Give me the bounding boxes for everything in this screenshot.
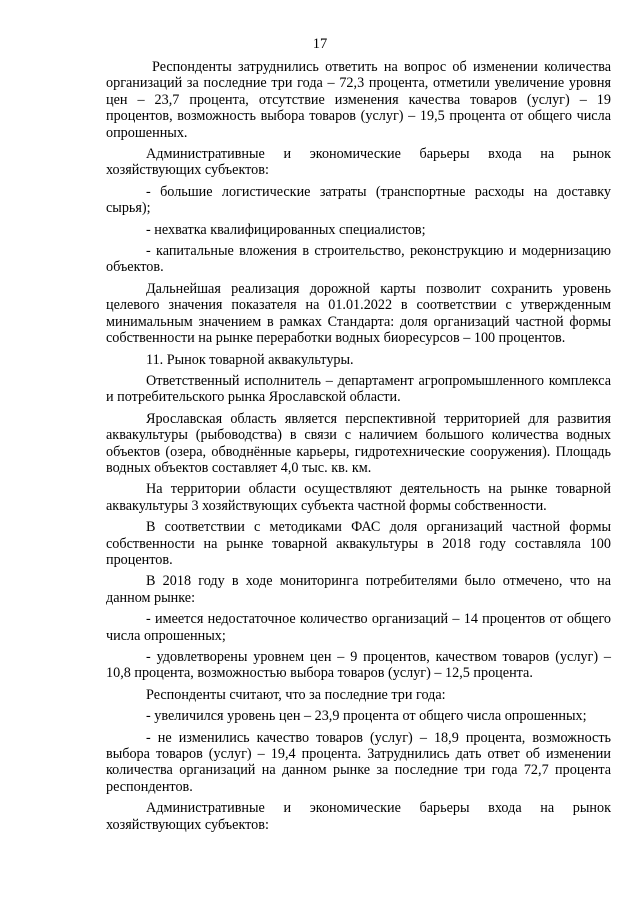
list-item-capital-investment: - капитальные вложения в строительство, реконструкцию и модернизацию объектов. — [106, 243, 611, 276]
paragraph-barriers-heading-2: Административные и экономические барьеры входа на рынок хозяйствующих субъектов: — [106, 800, 611, 833]
page-number: 17 — [312, 36, 328, 52]
list-item-logistics: - большие логистические затраты (транспортные расходы на доставку сырья); — [106, 183, 611, 217]
section-heading-aquaculture: 11. Рынок товарной аквакультуры. — [146, 351, 354, 368]
paragraph-respondents-believe: Респонденты считают, что за последние три года: — [146, 686, 446, 703]
list-item-insufficient-organizations: - имеется недостаточное количество организаций – 14 процентов от общего числа опрошенных; — [106, 611, 611, 644]
paragraph-entities: На территории области осуществляют деятельность на рынке товарной аквакультуры 3 хозяйствующих субъекта частной формы собственности. — [106, 481, 611, 514]
list-item-specialists: - нехватка квалифицированных специалистов; — [146, 221, 426, 238]
paragraph-region-prospects: Ярославская область является перспективной территорией для развития аквакультуры (рыбоводства) в связи с наличием большого количества водных объектов (озера, обводнённые карьеры, гидротехнические сооружения). Площадь водных объектов составляет 4,0 тыс. кв. км. — [106, 410, 611, 476]
page-body — [106, 59, 611, 838]
list-item-satisfied: - удовлетворены уровнем цен – 9 процентов, качеством товаров (услуг) – 10,8 процента, возможностью выбора товаров (услуг) – 12,5 процента. — [106, 649, 611, 682]
paragraph-respondents-difficulty: Респонденты затруднились ответить на вопрос об изменении количества организаций за последние три года – 72,3 процента, отметили увеличение уровня цен – 23,7 процента, отсутствие изменения качества товаров (услуг) – 19 процентов, возможность выбора товаров (услуг) – 19,5 процента от общего числа опрошенных. — [106, 59, 611, 141]
list-item-unchanged-quality: - не изменились качество товаров (услуг) – 18,9 процента, возможность выбора товаров (услуг) – 19,4 процента. Затруднились дать ответ об изменении количества организаций на данном рынке за последние три года 72,7 процента респондентов. — [106, 729, 611, 795]
paragraph-fas-share: В соответствии с методиками ФАС доля организаций частной формы собственности на рынке товарной аквакультуры в 2018 году составляла 100 процентов. — [106, 519, 611, 568]
paragraph-barriers-heading: Административные и экономические барьеры входа на рынок хозяйствующих субъектов: — [106, 146, 611, 179]
list-item-price-increase: - увеличился уровень цен – 23,9 процента от общего числа опрошенных; — [146, 708, 587, 725]
paragraph-roadmap: Дальнейшая реализация дорожной карты позволит сохранить уровень целевого значения показателя на 01.01.2022 в соответствии с утвержденным минимальным значением в рамках Стандарта: доля организаций частной формы собственности на рынке переработки водных биоресурсов – 100 процентов. — [106, 280, 611, 347]
paragraph-monitoring: В 2018 году в ходе мониторинга потребителями было отмечено, что на данном рынке: — [106, 573, 611, 606]
paragraph-responsible-executor: Ответственный исполнитель – департамент агропромышленного комплекса и потребительского рынка Ярославской области. — [106, 372, 611, 406]
